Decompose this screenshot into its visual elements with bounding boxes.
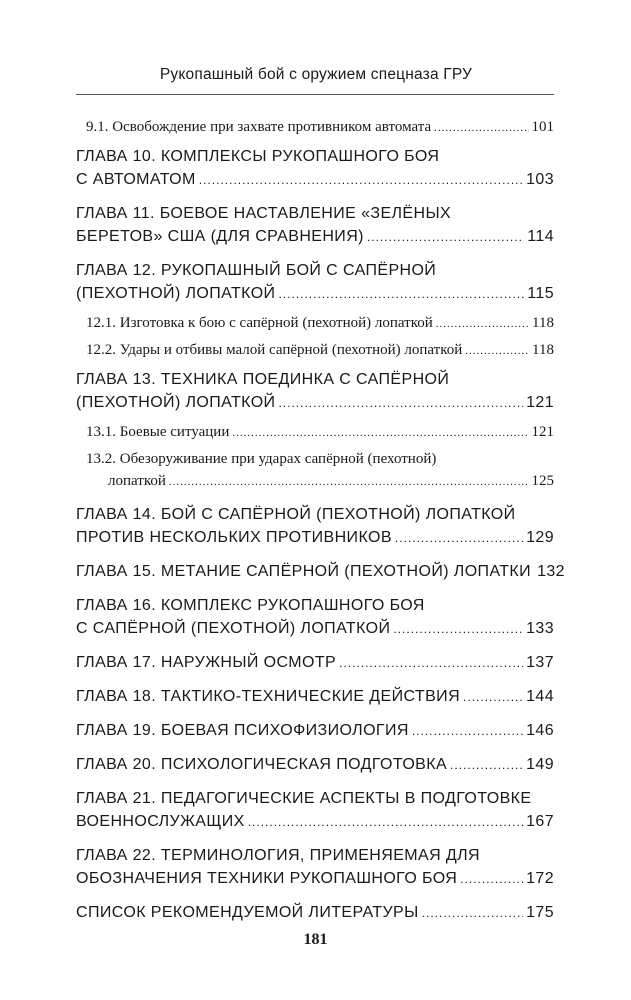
dot-leader (339, 651, 523, 675)
toc-page-number: 121 (531, 424, 554, 440)
toc-chapter-entry (76, 753, 554, 777)
toc-entry-title: ОБОЗНАЧЕНИЯ ТЕХНИКИ РУКОПАШНОГО БОЯ (76, 870, 458, 887)
toc-page-number: 101 (531, 119, 554, 135)
toc-page-number: 115 (527, 285, 554, 302)
dot-leader (278, 282, 524, 306)
dot-leader (395, 526, 523, 550)
toc-entry-title: ПРОТИВ НЕСКОЛЬКИХ ПРОТИВНИКОВ (76, 529, 392, 546)
toc-entry-title: (ПЕХОТНОЙ) ЛОПАТКОЙ (76, 285, 276, 302)
toc-section-entry (76, 339, 554, 362)
toc-entry-title: ГЛАВА 14. БОЙ С САПЁРНОЙ (ПЕХОТНОЙ) ЛОПАТКОЙ (76, 506, 516, 523)
toc-chapter-entry (76, 202, 554, 249)
toc-page-number: 121 (526, 394, 554, 411)
toc-entry-title: 13.1. Боевые ситуации (86, 424, 230, 440)
toc-page-number: 133 (526, 620, 554, 637)
dot-leader (412, 719, 523, 743)
toc-entry-title: СПИСОК РЕКОМЕНДУЕМОЙ ЛИТЕРАТУРЫ (76, 904, 419, 921)
toc-page-number: 175 (526, 904, 554, 921)
toc-entry-title: ВОЕННОСЛУЖАЩИХ (76, 813, 245, 830)
toc-entry-title: С САПЁРНОЙ (ПЕХОТНОЙ) ЛОПАТКОЙ (76, 620, 391, 637)
toc-entry-title: ГЛАВА 16. КОМПЛЕКС РУКОПАШНОГО БОЯ (76, 597, 425, 614)
toc-entry-title: БЕРЕТОВ» США (ДЛЯ СРАВНЕНИЯ) (76, 228, 364, 245)
toc-entry-title: ГЛАВА 21. ПЕДАГОГИЧЕСКИЕ АСПЕКТЫ В ПОДГОТОВКЕ (76, 790, 532, 807)
toc-chapter-entry (76, 651, 554, 675)
toc-entry-title: 12.2. Удары и отбивы малой сапёрной (пехотной) лопаткой (86, 342, 463, 358)
toc-entry-title: 12.1. Изготовка к бою с сапёрной (пехотной) лопаткой (86, 315, 433, 331)
dot-leader (169, 470, 529, 493)
toc-entry-title: ГЛАВА 10. КОМПЛЕКСЫ РУКОПАШНОГО БОЯ (76, 148, 440, 165)
toc-page-number: 146 (526, 722, 554, 739)
toc-section-entry (76, 312, 554, 335)
toc-page-number: 149 (526, 756, 554, 773)
toc-entry-title: ГЛАВА 15. МЕТАНИЕ САПЁРНОЙ (ПЕХОТНОЙ) ЛОПАТКИ (76, 563, 532, 580)
dot-leader (232, 421, 528, 444)
header-rule (76, 94, 554, 95)
toc-page-number: 172 (526, 870, 554, 887)
toc-entry-title: С АВТОМАТОМ (76, 171, 196, 188)
toc-page-number: 118 (532, 342, 554, 358)
toc-chapter-entry (76, 368, 554, 415)
toc-entry-title: 9.1. Освобождение при захвате противником автомата (86, 119, 432, 135)
dot-leader (248, 810, 523, 834)
toc-entry-title: (ПЕХОТНОЙ) ЛОПАТКОЙ (76, 394, 276, 411)
toc-section-entry (76, 421, 554, 444)
dot-leader (434, 116, 528, 139)
toc-entry-title: ГЛАВА 13. ТЕХНИКА ПОЕДИНКА С САПЁРНОЙ (76, 371, 450, 388)
toc-section-entry (76, 116, 554, 139)
dot-leader (460, 867, 523, 891)
toc-page-number: 167 (526, 813, 554, 830)
toc-chapter-entry (76, 594, 554, 641)
toc-chapter-entry (76, 844, 554, 891)
running-header: Рукопашный бой с оружием спецназа ГРУ (159, 66, 473, 83)
toc-entry-title: 13.2. Обезоруживание при ударах сапёрной (пехотной) (86, 451, 437, 467)
toc-page-number: 144 (526, 688, 554, 705)
toc-entry-title: лопаткой (108, 473, 166, 489)
toc-page-number: 125 (531, 473, 554, 489)
dot-leader (199, 168, 523, 192)
toc-page-number: 118 (532, 315, 554, 331)
dot-leader (367, 225, 524, 249)
toc-entry-title: ГЛАВА 20. ПСИХОЛОГИЧЕСКАЯ ПОДГОТОВКА (76, 756, 448, 773)
dot-leader (436, 312, 529, 335)
dot-leader (422, 901, 523, 925)
toc-chapter-entry (76, 685, 554, 709)
toc-page-number: 114 (527, 228, 554, 245)
toc-section-entry (76, 448, 554, 493)
toc-page-number: 103 (526, 171, 554, 188)
toc-entry-title: ГЛАВА 12. РУКОПАШНЫЙ БОЙ С САПЁРНОЙ (76, 262, 437, 279)
toc-entry-title: ГЛАВА 19. БОЕВАЯ ПСИХОФИЗИОЛОГИЯ (76, 722, 409, 739)
dot-leader (450, 753, 523, 777)
toc-page-number: 137 (526, 654, 554, 671)
toc-page-number: 132 (537, 563, 565, 580)
toc-page-number: 129 (526, 529, 554, 546)
table-of-contents (76, 116, 565, 925)
toc-chapter-entry (76, 719, 554, 743)
toc-chapter-entry (76, 901, 554, 925)
dot-leader (393, 617, 523, 641)
toc-entry-title: ГЛАВА 18. ТАКТИКО-ТЕХНИЧЕСКИЕ ДЕЙСТВИЯ (76, 688, 461, 705)
toc-chapter-entry (76, 503, 554, 550)
toc-entry-title: ГЛАВА 11. БОЕВОЕ НАСТАВЛЕНИЕ «ЗЕЛЁНЫХ (76, 205, 452, 222)
toc-chapter-entry (76, 787, 554, 834)
toc-chapter-entry (76, 259, 554, 306)
page-number: 181 (303, 931, 328, 948)
toc-chapter-entry (76, 560, 565, 584)
toc-entry-title: ГЛАВА 17. НАРУЖНЫЙ ОСМОТР (76, 654, 337, 671)
toc-chapter-entry (76, 145, 554, 192)
toc-entry-title: ГЛАВА 22. ТЕРМИНОЛОГИЯ, ПРИМЕНЯЕМАЯ ДЛЯ (76, 847, 480, 864)
dot-leader (463, 685, 523, 709)
dot-leader (278, 391, 523, 415)
dot-leader (465, 339, 529, 362)
